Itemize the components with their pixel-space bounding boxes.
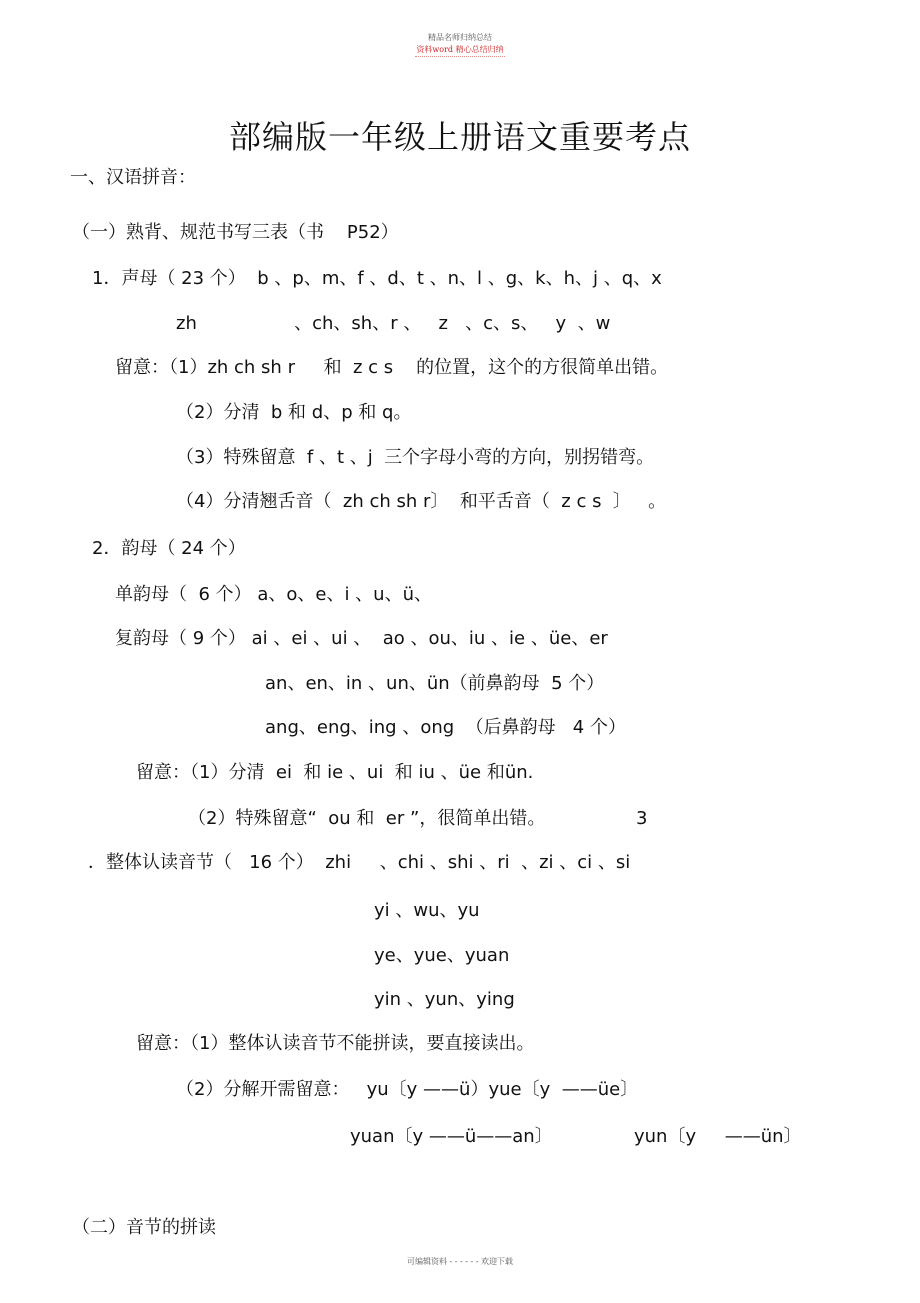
text-line: yuan〔y ——ü——an〕 xyxy=(350,1126,553,1147)
text-line: ．整体认读音节（ 16 个） zhi 、chi 、shi 、ri 、zi 、ci 、si xyxy=(88,852,631,873)
text-line: 留意：（1）zh ch sh r 和 z c s 的位置，这个的方很简单出错。 xyxy=(115,357,669,378)
text-line: （3）特殊留意 f 、t 、j 三个字母小弯的方向，别拐错弯。 xyxy=(176,447,655,468)
footer-note: 可编辑资料 - - - - - - 欢迎下载 xyxy=(406,1257,514,1266)
text-line: 单韵母（ 6 个） a、o、e、i 、u、ü、 xyxy=(115,584,432,605)
text-line: 复韵母（ 9 个） ai 、ei 、ui 、 ao 、ou、iu 、ie 、üe、er xyxy=(115,628,608,649)
text-line: ye、yue、yuan xyxy=(374,945,510,966)
text-line: （2）特殊留意“ ou 和 er ”，很简单出错。 xyxy=(188,808,546,829)
text-line: zh 、ch、sh、r 、 z 、c、s、 y 、w xyxy=(176,313,611,334)
text-line: 留意：（1）整体认读音节不能拼读，要直接读出。 xyxy=(136,1033,535,1054)
header-subnote: 资料word 精心总结归纳 xyxy=(416,45,504,54)
subsection-heading: （一）熟背、规范书写三表（书 P52） xyxy=(72,222,399,243)
text-line: yun〔y ——ün〕 xyxy=(634,1126,802,1147)
header-divider xyxy=(415,56,505,57)
text-line: an、en、in 、un、ün（前鼻韵母 5 个） xyxy=(265,673,605,694)
text-line: （4）分清翘舌音（ zh ch sh r〕 和平舌音（ z c s 〕 。 xyxy=(176,491,667,512)
text-line: ang、eng、ing 、ong （后鼻韵母 4 个） xyxy=(265,717,626,738)
section-heading: 一、汉语拼音： xyxy=(70,167,196,188)
page-title: 部编版一年级上册语文重要考点 xyxy=(228,118,691,156)
text-line: yi 、wu、yu xyxy=(374,900,480,921)
text-line: （2）分解开需留意： yu〔y ——ü）yue〔y ——üe〕 xyxy=(176,1079,639,1100)
text-line: 2．韵母（ 24 个） xyxy=(92,538,246,559)
text-line: yin 、yun、ying xyxy=(374,989,515,1010)
text-line: 留意：（1）分清 ei 和 ie 、ui 和 iu 、üe 和ün. xyxy=(136,762,534,783)
subsection-heading: （二）音节的拼读 xyxy=(72,1217,216,1238)
text-line: 3 xyxy=(636,808,648,829)
text-line: 1．声母（ 23 个） b 、p、m、f 、d、t 、n、l 、g、k、h、j 、q、x xyxy=(92,268,662,289)
text-line: （2）分清 b 和 d、p 和 q。 xyxy=(176,402,412,423)
header-note: 精品名师归纳总结 xyxy=(428,33,492,42)
